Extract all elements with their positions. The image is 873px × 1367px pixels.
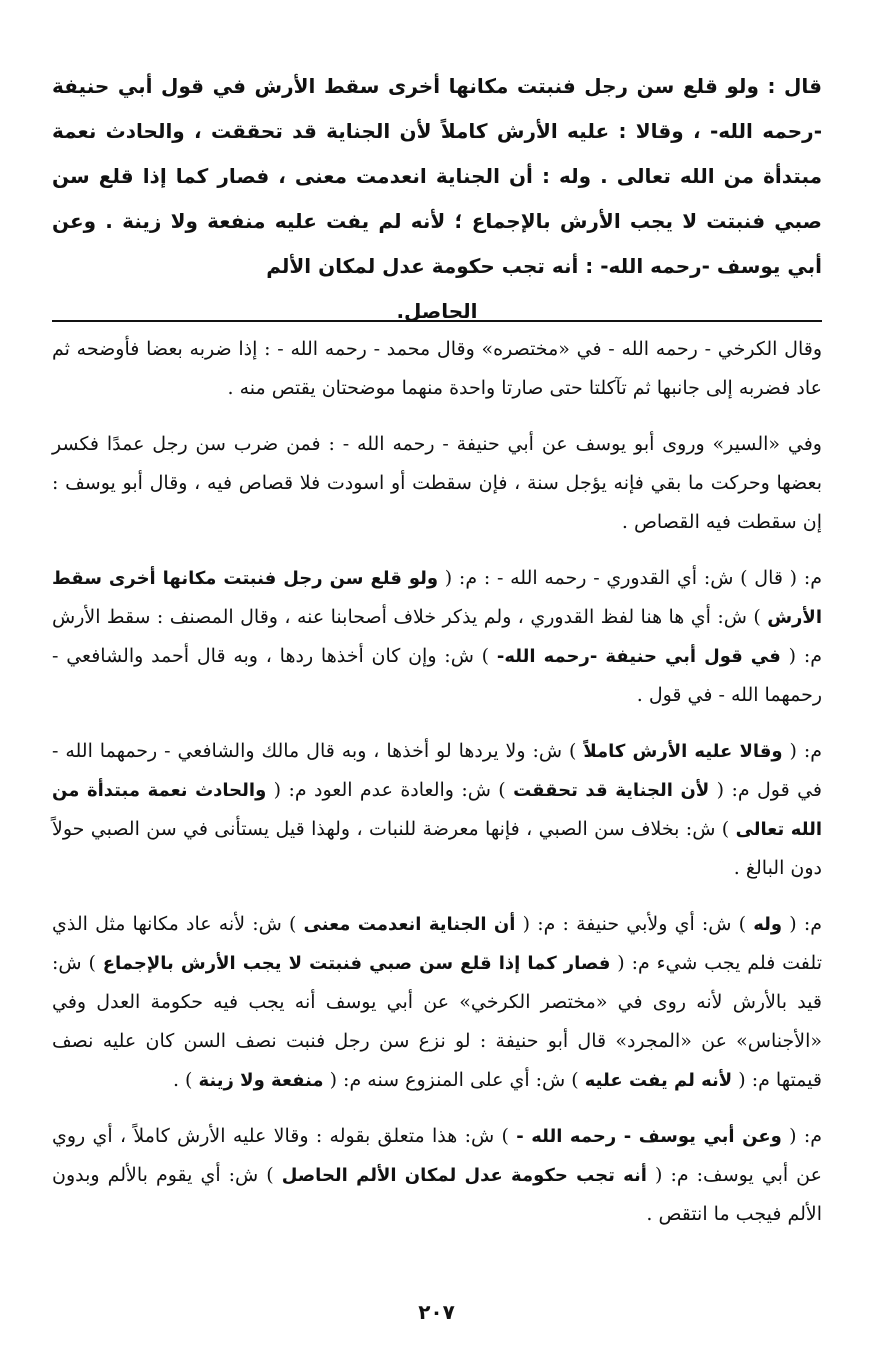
quoted-matn: منفعة ولا زينة: [198, 1070, 324, 1091]
commentary-text: ) ش: لأنه عاد مكانها مثل الذي تلفت فلم يجب شيء م: (: [52, 913, 822, 974]
commentary-text: ) .: [172, 1069, 193, 1091]
commentary-text: ) ش: أي ولأبي حنيفة : م: (: [522, 913, 747, 935]
commentary-text: ) ش: ولا يردها لو أخذها ، وبه قال مالك والشافعي - رحمهما الله - في قول م: (: [52, 740, 823, 801]
commentary-paragraph: [52, 559, 822, 715]
quoted-matn: أنه تجب حكومة عدل لمكان الألم الحاصل: [281, 1165, 647, 1186]
commentary-text: ) ش: بخلاف سن الصبي ، فإنها معرضة للنبات ، ولهذا قيل يستأنى في سن الصبي حولاً دون البالغ .: [52, 818, 822, 879]
main-text-last-line: الحاصل.: [396, 299, 478, 323]
commentary-text: ) ش: أي ها هنا لفظ القدوري ، ولم يذكر خلاف أصحابنا عنه ، وقال المصنف : سقط الأرش م: (: [52, 606, 822, 667]
quoted-matn: في قول أبي حنيفة -رحمه الله-: [496, 646, 781, 667]
commentary-paragraph: وقال الكرخي - رحمه الله - في «مختصره» وقال محمد - رحمه الله - : إذا ضربه بعضا فأوضحه ثم عاد فضربه إلى جانبها ثم تآكلتا حتى صارتا واحدة منهما موضحتان يقتص منه .: [52, 338, 822, 399]
quoted-matn: والحادث نعمة مبتدأة من الله تعالى: [52, 780, 822, 840]
quoted-matn: أن الجناية انعدمت معنى: [303, 914, 516, 935]
commentary-text: م: ( قال ) ش: أي القدوري - رحمه الله - : م: (: [444, 567, 822, 589]
commentary-paragraph: [52, 905, 822, 1100]
commentary-block: [52, 330, 822, 1251]
commentary-paragraph: [52, 1117, 822, 1234]
commentary-text: ) ش: وإن كان أخذها ردها ، وبه قال أحمد والشافعي - رحمهما الله - في قول .: [52, 645, 822, 706]
commentary-text: ) ش: هذا متعلق بقوله : وقالا عليه الأرش كاملاً ، أي روي عن أبي يوسف: م: (: [52, 1125, 822, 1186]
commentary-text: م: (: [789, 740, 823, 762]
commentary-text: م: (: [789, 913, 823, 935]
quoted-matn: وقالا عليه الأرش كاملاً: [583, 741, 783, 762]
commentary-text: م: (: [789, 1125, 822, 1147]
quoted-matn: وعن أبي يوسف - رحمه الله -: [516, 1126, 782, 1147]
section-divider: [52, 320, 822, 322]
commentary-text: ) ش: قيد بالأرش لأنه روى في «مختصر الكرخي» عن أبي يوسف أنه يجب فيه حكومة العدل وفي «الأجناس» عن «المجرد» قال أبو حنيفة : لو نزع سن رجل فنبت نصف السن كان عليه نصف قيمتها م: (: [52, 952, 822, 1091]
quoted-matn: وله: [753, 914, 783, 935]
commentary-paragraph: [52, 732, 822, 888]
main-text-block: [52, 64, 822, 334]
commentary-text: ) ش: أي يقوم بالألم وبدون الألم فيجب ما انتقص .: [52, 1164, 822, 1225]
commentary-text: ) ش: أي على المنزوع سنه م: (: [329, 1069, 579, 1091]
commentary-text: ) ش: والعادة عدم العود م: (: [273, 779, 506, 801]
main-text-body: قال : ولو قلع سن رجل فنبتت مكانها أخرى سقط الأرش في قول أبي حنيفة -رحمه الله- ، وقالا : عليه الأرش كاملاً لأن الجناية قد تحققت ، والحادث نعمة مبتدأة من الله تعالى . وله : أن الجناية انعدمت معنى ، فصار كما إذا قلع سن صبي فنبتت لا يجب الأرش بالإجماع ؛ لأنه لم يفت عليه منفعة ولا زينة . وعن أبي يوسف -رحمه الله- : أنه تجب حكومة عدل لمكان الألم: [52, 74, 822, 278]
quoted-matn: فصار كما إذا قلع سن صبي فنبتت لا يجب الأرش بالإجماع: [102, 953, 611, 974]
quoted-matn: لأنه لم يفت عليه: [584, 1070, 733, 1091]
quoted-matn: ولو قلع سن رجل فنبتت مكانها أخرى سقط الأرش: [52, 568, 822, 628]
commentary-paragraph: وفي «السير» وروى أبو يوسف عن أبي حنيفة - رحمه الله - : فمن ضرب سن رجل عمدًا فكسر بعضها وحركت ما بقي فإنه يؤجل سنة ، فإن سقطت أو اسودت فلا قصاص فيه ، وقال أبو يوسف : إن سقطت فيه القصاص .: [52, 433, 822, 533]
page-number: ٢٠٧: [418, 1300, 455, 1324]
quoted-matn: لأن الجناية قد تحققت: [513, 780, 710, 801]
